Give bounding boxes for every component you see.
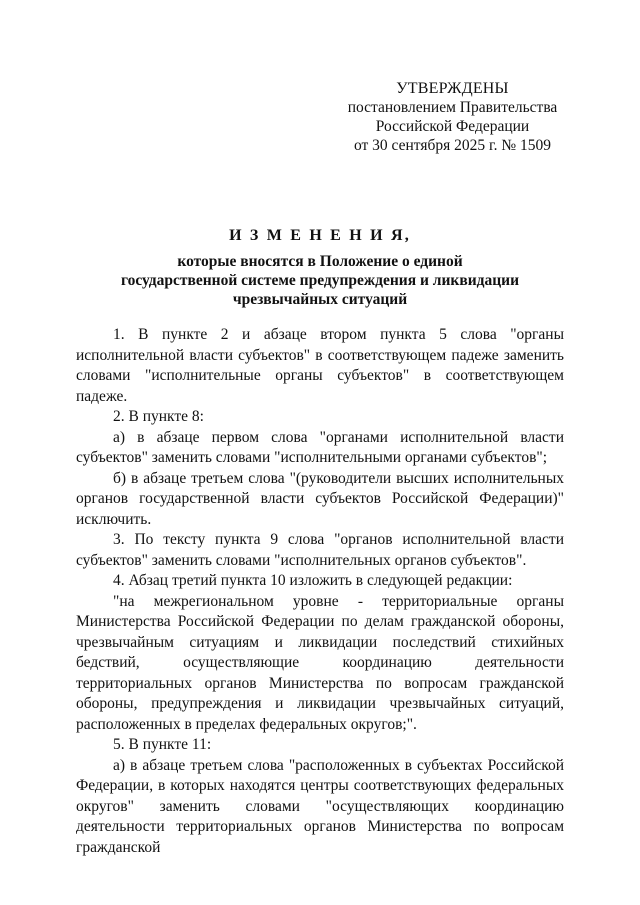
paragraph-item-2: 2. В пункте 8: — [113, 408, 204, 425]
approval-stamp — [330, 79, 575, 155]
title-subtitle-line: государственной системе предупреждения и ликвидации — [120, 272, 520, 289]
approval-line: постановлением Правительства — [347, 99, 558, 116]
document-body — [76, 325, 564, 858]
paragraph-subitem-a: а) в абзаце третьем слова "расположенных в субъектах Российской Федерации, в которых находятся центры соответствующих федеральных округов" заменить словами "осуществляющих координацию деятельности территориальных органов Министерства по вопросам гражданской — [76, 756, 564, 856]
paragraph-subitem-b: б) в абзаце третьем слова "(руководители высших исполнительных органов государственной власти субъектов Российской Федерации)" исключить. — [76, 469, 564, 528]
title-subtitle-line: чрезвычайных ситуаций — [232, 291, 408, 308]
paragraph-item-5: 5. В пункте 11: — [113, 736, 212, 753]
paragraph-item-4: 4. Абзац третий пункта 10 изложить в следующей редакции: — [113, 572, 513, 589]
approval-heading: УТВЕРЖДЕНЫ — [396, 80, 509, 97]
approval-date-line: от 30 сентября 2025 г. № 1509 — [353, 137, 552, 154]
title-subtitle-line: которые вносятся в Положение о единой — [177, 253, 463, 270]
approval-line: Российской Федерации — [375, 118, 530, 135]
paragraph-item-3: 3. По тексту пункта 9 слова "органов исполнительной власти субъектов" заменить словами "исполнительных органов субъектов". — [76, 531, 564, 569]
title-heading: И З М Е Н Е Н И Я, — [229, 227, 411, 244]
paragraph-subitem-a: а) в абзаце первом слова "органами исполнительной власти субъектов" заменить словами "исполнительными органами субъектов"; — [76, 428, 564, 466]
document-title — [76, 226, 564, 309]
paragraph-item-1: 1. В пункте 2 и абзаце втором пункта 5 слова "органы исполнительной власти субъектов" в соответствующем падеже заменить словами "исполнительные органы субъектов" в соответствующем падеже. — [76, 326, 564, 405]
paragraph-quoted-text: "на межрегиональном уровне - территориальные органы Министерства Российской Федерации по делам гражданской обороны, чрезвычайным ситуациям и ликвидации последствий стихийных бедствий, осуществляющие координацию деятельности территориальных органов Министерства по вопросам гражданской обороны, предупреждения и ликвидации чрезвычайных ситуаций, расположенных в пределах федеральных округов;". — [76, 592, 564, 733]
